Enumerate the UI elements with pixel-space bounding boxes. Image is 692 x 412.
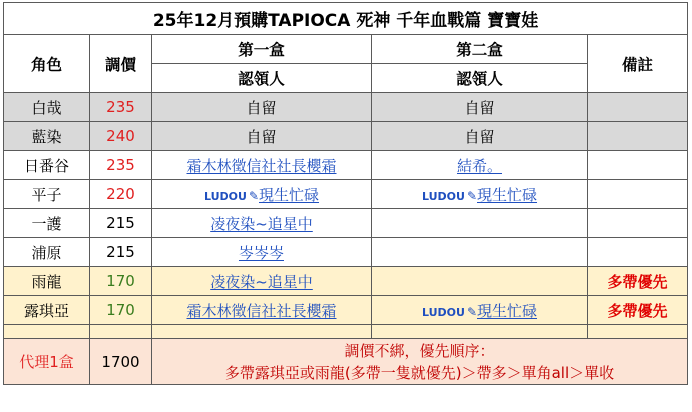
price-cell: 220 [90,180,152,209]
preorder-sheet [3,2,689,385]
remark-cell: 多帶優先 [588,267,688,296]
header-box1-claimant: 認領人 [152,64,372,93]
ludou-prefix: LUDOU [421,305,465,319]
role-cell: 露琪亞 [4,296,90,325]
role-cell: 藍染 [4,122,90,151]
spacer-cell [4,325,90,339]
claimant-link[interactable]: 霜木林徵信社社長櫻霜 [186,156,337,175]
proxy-price: 1700 [90,339,152,385]
box2-cell: 自留 [372,122,588,151]
price-cell: 240 [90,122,152,151]
remark-cell [588,122,688,151]
box1-cell [152,267,372,296]
role-cell: 浦原 [4,238,90,267]
proxy-note-line2: 多帶露琪亞或雨龍(多帶一隻就優先)＞帶多＞單角all＞單收 [224,363,615,382]
box1-cell [152,296,372,325]
ludou-prefix: LUDOU [421,189,465,203]
pen-icon: ✎ [466,304,477,319]
table-row [4,296,688,325]
box2-cell [372,180,588,209]
box1-cell [152,238,372,267]
claimant-link[interactable]: 岑岑岑 [238,243,284,262]
header-box1: 第一盒 [152,35,372,64]
spacer-cell [152,325,372,339]
spacer-row [4,325,688,339]
spacer-cell [90,325,152,339]
claimant-link[interactable]: 結希。 [456,156,502,175]
price-cell: 170 [90,267,152,296]
box1-cell [152,180,372,209]
header-role: 角色 [4,35,90,93]
box2-cell [372,238,588,267]
remark-cell [588,238,688,267]
table-row [4,209,688,238]
claimant-link[interactable]: 霜木林徵信社社長櫻霜 [186,301,337,320]
title-row [4,3,688,35]
preorder-table [3,2,688,385]
remark-cell [588,151,688,180]
remark-cell [588,180,688,209]
table-row [4,122,688,151]
role-cell: 平子 [4,180,90,209]
box1-cell: 自留 [152,93,372,122]
remark-cell [588,93,688,122]
box2-cell [372,151,588,180]
proxy-row [4,339,688,385]
header-box2-claimant: 認領人 [372,64,588,93]
header-remarks: 備註 [588,35,688,93]
role-cell: 白哉 [4,93,90,122]
box1-cell: 自留 [152,122,372,151]
price-cell: 215 [90,209,152,238]
header-row-1 [4,35,688,64]
table-row [4,267,688,296]
box2-cell [372,267,588,296]
remark-cell [588,209,688,238]
table-row [4,151,688,180]
spacer-cell [588,325,688,339]
role-cell: 日番谷 [4,151,90,180]
pen-icon: ✎ [466,188,477,203]
ludou-prefix: LUDOU [203,189,247,203]
price-cell: 235 [90,93,152,122]
box1-cell [152,151,372,180]
box2-cell [372,296,588,325]
price-cell: 215 [90,238,152,267]
table-row [4,238,688,267]
claimant-link[interactable]: 現生忙碌 [477,185,538,204]
role-cell: 一護 [4,209,90,238]
proxy-note-line1: 調價不綁，優先順序： [344,341,495,360]
header-price: 調價 [90,35,152,93]
price-cell: 170 [90,296,152,325]
box2-cell [372,209,588,238]
claimant-link[interactable]: 凌夜染~追星中 [210,272,313,291]
table-row [4,93,688,122]
claimant-link[interactable]: 凌夜染~追星中 [210,214,313,233]
spacer-cell [372,325,588,339]
box2-cell: 自留 [372,93,588,122]
claimant-link[interactable]: 現生忙碌 [477,301,538,320]
proxy-note [152,339,688,385]
role-cell: 雨龍 [4,267,90,296]
sheet-title: 25年12月預購TAPIOCA 死神 千年血戰篇 寶寶娃 [4,3,688,35]
claimant-link[interactable]: 現生忙碌 [259,185,320,204]
header-box2: 第二盒 [372,35,588,64]
table-row [4,180,688,209]
remark-cell: 多帶優先 [588,296,688,325]
price-cell: 235 [90,151,152,180]
box1-cell [152,209,372,238]
proxy-label: 代理1盒 [4,339,90,385]
pen-icon: ✎ [248,188,259,203]
